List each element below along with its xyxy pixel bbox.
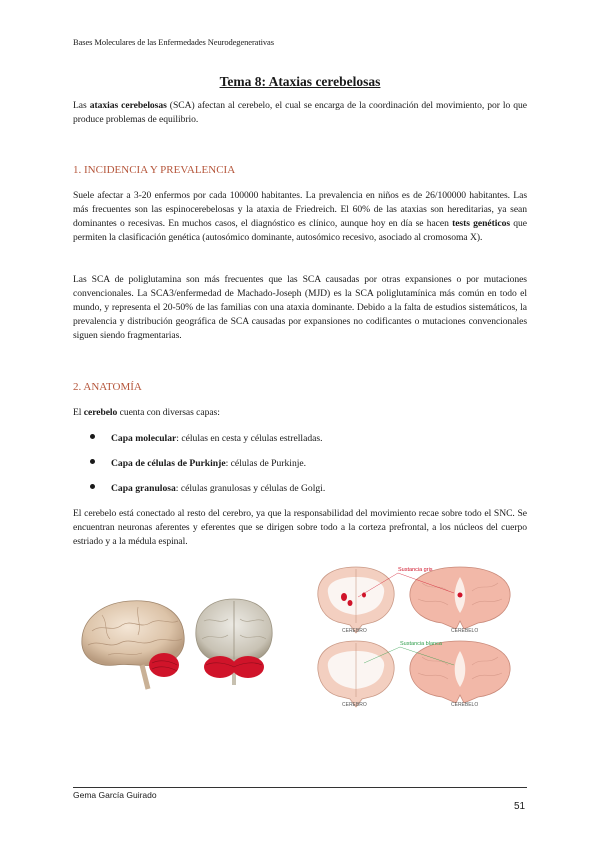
anatomia-bold-term: cerebelo bbox=[83, 407, 118, 418]
anatomia-paragraph-2: El cerebelo está conectado al resto del cerebro, ya que la responsabilidad del movimiento recae sobre todo el SNC. Se encuentran neuronas aferentes y eferentes que se dirigen sobre todo a la corteza prefrontal, a los núcleos del cuerpo estriado y a la médula espinal. bbox=[73, 508, 527, 547]
cerebrum-section-bottom bbox=[318, 641, 394, 708]
anatomia-intro bbox=[73, 406, 527, 420]
section-heading-anatomia: 2. ANATOMÍA bbox=[73, 381, 142, 393]
intro-bold-term: ataxias cerebelosas bbox=[89, 100, 167, 111]
section-heading-incidencia: 1. INCIDENCIA Y PREVALENCIA bbox=[73, 164, 236, 176]
bullet-icon bbox=[90, 459, 95, 464]
grey-matter-label: Sustancia gris bbox=[398, 567, 433, 573]
figure-caption: CEREBRO bbox=[342, 628, 367, 634]
intro-paragraph bbox=[73, 99, 527, 127]
page-number: 51 bbox=[514, 801, 526, 812]
list-item bbox=[90, 457, 306, 471]
layer-name: Capa de células de Purkinje bbox=[111, 458, 226, 469]
incidencia-bold-term: tests genéticos bbox=[452, 218, 511, 229]
footer-divider bbox=[73, 787, 527, 788]
cerebellum-highlight-left bbox=[204, 656, 236, 678]
incidencia-paragraph-1 bbox=[73, 189, 527, 245]
layer-name: Capa molecular bbox=[111, 433, 177, 444]
intro-text: Las bbox=[73, 100, 90, 111]
layer-description: : células en cesta y células estrelladas. bbox=[176, 433, 323, 444]
white-matter-label: Sustancia blanca bbox=[400, 641, 442, 647]
posterior-brain-view bbox=[196, 599, 272, 685]
list-item bbox=[90, 432, 323, 446]
cerebrum-section-top bbox=[318, 567, 394, 634]
bullet-icon bbox=[90, 484, 95, 489]
brain-illustration bbox=[78, 593, 286, 693]
intro-text-rest: (SCA) afectan al cerebelo, el cual se encarga de la coordinación del movimiento, por lo que produce problemas de equilibrio. bbox=[73, 100, 527, 125]
incidencia-paragraph-2: Las SCA de poliglutamina son más frecuentes que las SCA causadas por otras expansiones o por mutaciones convencionales. La SCA3/enfermedad de Machado-Joseph (MJD) es la SCA poliglutamínica más común en todo el mundo, y representa el 20-50% de las familias con una ataxia dominante. Debido a la falta de estudios sistemáticos, la prevalencia y distribución geográfica de SCA causadas por expansiones no codificantes o mutaciones convencionales siguen siendo fragmentarias. bbox=[73, 274, 527, 341]
cerebellum-highlight-right bbox=[232, 656, 264, 678]
running-header: Bases Moleculares de las Enfermedades Neurodegenerativas bbox=[73, 37, 274, 47]
incidencia-text-rest: que permiten la clasificación genética (autosómico dominante, autosómico recesivo, asociado al cromosoma X). bbox=[73, 218, 527, 243]
figure-caption: CEREBELO bbox=[451, 628, 479, 634]
footer-author: Gema García Guirado bbox=[73, 790, 157, 800]
figure-caption: CEREBRO bbox=[342, 702, 367, 708]
layer-description: : células de Purkinje. bbox=[225, 458, 307, 469]
cerebellum-highlight-lateral bbox=[149, 653, 179, 677]
bullet-icon bbox=[90, 434, 95, 439]
anatomia-intro-text: El bbox=[73, 407, 84, 418]
figure-caption: CEREBELO bbox=[451, 702, 479, 708]
incidencia-text: Suele afectar a 3-20 enfermos por cada 100000 habitantes. La prevalencia en niños es de 26/100000 habitantes. Las más frecuentes son las espinocerebelosas y la ataxia de Friedreich. El 60% de las ataxias son hereditarias, ya sean dominantes o recesivas. En muchos casos, el diagnóstico es clínico, aunque hoy en día se hacen bbox=[73, 190, 527, 229]
lateral-brain-view bbox=[82, 601, 184, 689]
layer-description: : células granulosas y células de Golgi. bbox=[175, 483, 326, 494]
layer-name: Capa granulosa bbox=[111, 483, 176, 494]
cerebellum-section-bottom bbox=[410, 641, 510, 708]
cerebellum-section-top bbox=[410, 567, 510, 634]
anatomia-intro-rest: cuenta con diversas capas: bbox=[117, 407, 220, 418]
grey-white-matter-figure bbox=[314, 563, 528, 709]
page-title: Tema 8: Ataxias cerebelosas bbox=[219, 74, 381, 89]
list-item bbox=[90, 482, 325, 496]
